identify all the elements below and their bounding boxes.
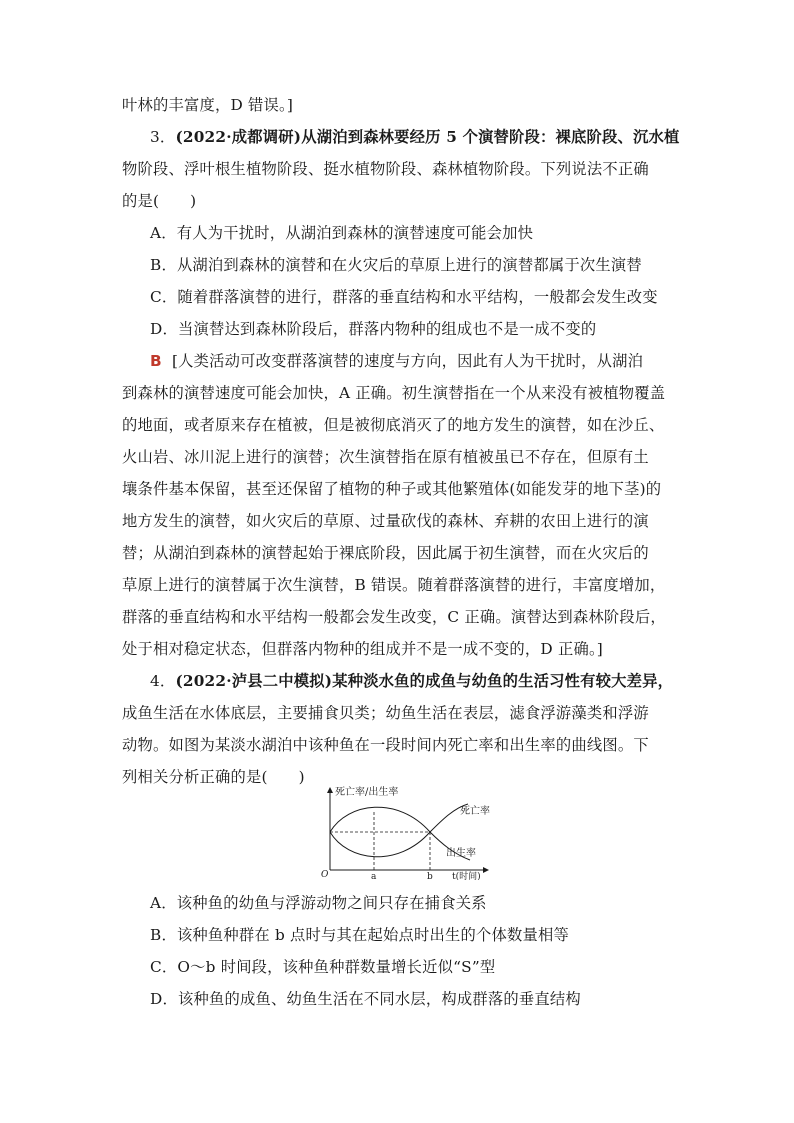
explanation-text: [人类活动可改变群落演替的速度与方向，因此有人为干扰时，从湖泊 xyxy=(172,352,644,370)
question-4-stem-line: 列相关分析正确的是( ) xyxy=(122,768,305,786)
question-3-option-b: B．从湖泊到森林的演替和在火灾后的草原上进行的演替都属于次生演替 xyxy=(150,256,642,274)
question-3-option-d: D．当演替达到森林阶段后，群落内物种的组成也不是一成不变的 xyxy=(150,320,597,338)
origin-label: O xyxy=(321,870,329,880)
question-4-option-c: C．O～b 时间段，该种鱼种群数量增长近似“S”型 xyxy=(150,958,496,976)
question-3-explanation-line: 替；从湖泊到森林的演替起始于裸底阶段，因此属于初生演替，而在火灾后的 xyxy=(122,544,649,562)
question-4-stem-line-1 xyxy=(150,671,673,691)
question-3-answer: B xyxy=(150,352,162,370)
question-3-explanation-line: 的地面，或者原来存在植被，但是被彻底消灭了的地方发生的演替，如在沙丘、 xyxy=(122,416,665,434)
paragraph-line: 叶林的丰富度，D 错误。] xyxy=(122,96,294,114)
question-3-explanation-line: 处于相对稳定状态，但群落内物种的组成并不是一成不变的，D 正确。] xyxy=(122,640,603,658)
question-3-option-a: A．有人为干扰时，从湖泊到森林的演替速度可能会加快 xyxy=(150,224,534,242)
question-4-stem-line: 动物。如图为某淡水湖泊中该种鱼在一段时间内死亡率和出生率的曲线图。下 xyxy=(122,736,649,754)
birth-rate-label: 出生率 xyxy=(446,848,476,859)
question-3-option-c: C．随着群落演替的进行，群落的垂直结构和水平结构，一般都会发生改变 xyxy=(150,288,658,306)
question-3-explanation-line: 到森林的演替速度可能会加快，A 正确。初生演替指在一个从来没有被植物覆盖 xyxy=(122,384,666,402)
question-3-explanation-line: 群落的垂直结构和水平结构一般都会发生改变，C 正确。演替达到森林阶段后， xyxy=(122,608,666,626)
question-3-stem-line-1 xyxy=(150,127,680,147)
question-4-option-a: A．该种鱼的幼鱼与浮游动物之间只存在捕食关系 xyxy=(150,894,487,912)
question-3-number: 3． xyxy=(150,128,176,146)
question-4-option-d: D．该种鱼的成鱼、幼鱼生活在不同水层，构成群落的垂直结构 xyxy=(150,990,581,1008)
question-4-number: 4． xyxy=(150,672,176,690)
question-4-stem: (2022·泸县二中模拟)某种淡水鱼的成鱼与幼鱼的生活习性有较大差异， xyxy=(175,672,674,690)
y-axis-label: 死亡率/出生率 xyxy=(335,787,399,798)
question-4-stem-line: 成鱼生活在水体底层，主要捕食贝类；幼鱼生活在表层，滤食浮游藻类和浮游 xyxy=(122,704,649,722)
x-axis-label: t(时间) xyxy=(452,872,481,880)
question-3-explanation-line: 壤条件基本保留，甚至还保留了植物的种子或其他繁殖体(如能发芽的地下茎)的 xyxy=(122,480,662,498)
question-3-explanation-line: 火山岩、冰川泥上进行的演替；次生演替指在原有植被虽已不存在，但原有土 xyxy=(122,448,649,466)
question-3-explanation-line-1 xyxy=(150,351,643,371)
birth-death-rate-figure xyxy=(318,784,494,880)
question-3-explanation-line: 地方发生的演替，如火灾后的草原、过量砍伐的森林、弃耕的农田上进行的演 xyxy=(122,512,649,530)
death-rate-label: 死亡率 xyxy=(460,806,490,817)
question-3-stem: (2022·成都调研)从湖泊到森林要经历 5 个演替阶段：裸底阶段、沉水植 xyxy=(175,128,680,146)
tick-a-label: a xyxy=(371,872,377,880)
tick-b-label: b xyxy=(427,872,433,880)
question-4-option-b: B．该种鱼种群在 b 点时与其在起始点时出生的个体数量相等 xyxy=(150,926,569,944)
question-3-stem-line-2: 物阶段、浮叶根生植物阶段、挺水植物阶段、森林植物阶段。下列说法不正确 xyxy=(122,160,649,178)
question-3-explanation-line: 草原上进行的演替属于次生演替，B 错误。随着群落演替的进行，丰富度增加， xyxy=(122,576,666,594)
question-3-stem-line-3: 的是( ) xyxy=(122,192,197,210)
